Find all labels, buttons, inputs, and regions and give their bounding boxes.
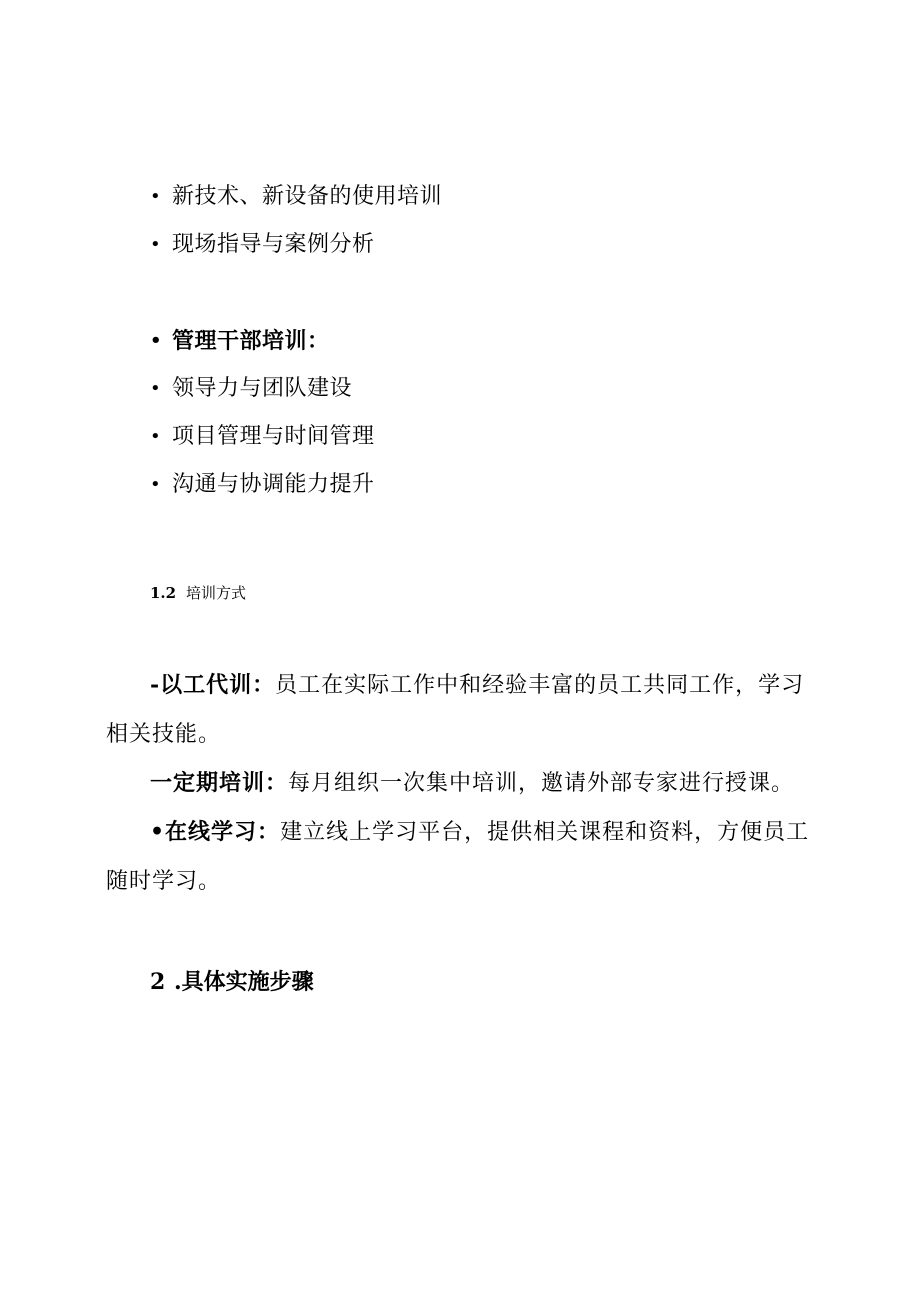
method-body: 每月组织一次集中培训，邀请外部专家进行授课。	[288, 771, 795, 796]
method-paragraph	[106, 808, 816, 906]
list-item	[150, 469, 375, 501]
bullet-marker: •	[150, 186, 161, 207]
section-title: .具体实施步骤	[174, 969, 314, 995]
list-item	[150, 229, 375, 261]
method-lead: -以工代训：	[150, 672, 276, 698]
subsection-heading	[150, 582, 246, 604]
method-paragraph	[106, 661, 816, 759]
bullet-marker: •	[150, 426, 161, 447]
method-lead: 一定期培训：	[150, 770, 289, 796]
subsection-number: 1.2	[150, 584, 177, 602]
method-paragraph	[106, 759, 816, 808]
bullet-marker: •	[150, 330, 162, 351]
list-item-text: 项目管理与时间管理	[172, 424, 375, 449]
list-item	[150, 181, 442, 213]
list-item-text: 新技术、新设备的使用培训	[172, 184, 443, 209]
list-item	[150, 373, 352, 405]
bullet-marker: •	[150, 234, 161, 255]
list-item-text: 沟通与协调能力提升	[172, 472, 375, 497]
section-number: 2	[150, 969, 166, 995]
section-heading	[150, 964, 314, 1000]
list-heading	[150, 325, 330, 357]
bullet-marker: •	[150, 474, 161, 495]
list-heading-text: 管理干部培训：	[172, 328, 330, 354]
list-item	[150, 421, 375, 453]
list-item-text: 领导力与团队建设	[172, 376, 353, 401]
method-body: 建立线上学习平台，提供相关课程和资料，方便员工随时学习。	[106, 820, 810, 894]
method-lead: •在线学习：	[150, 819, 281, 845]
bullet-marker: •	[150, 378, 161, 399]
method-body: 员工在实际工作中和经验丰富的员工共同工作，学习相关技能。	[106, 673, 805, 747]
list-item-text: 现场指导与案例分析	[172, 232, 375, 257]
subsection-title: 培训方式	[186, 584, 247, 602]
